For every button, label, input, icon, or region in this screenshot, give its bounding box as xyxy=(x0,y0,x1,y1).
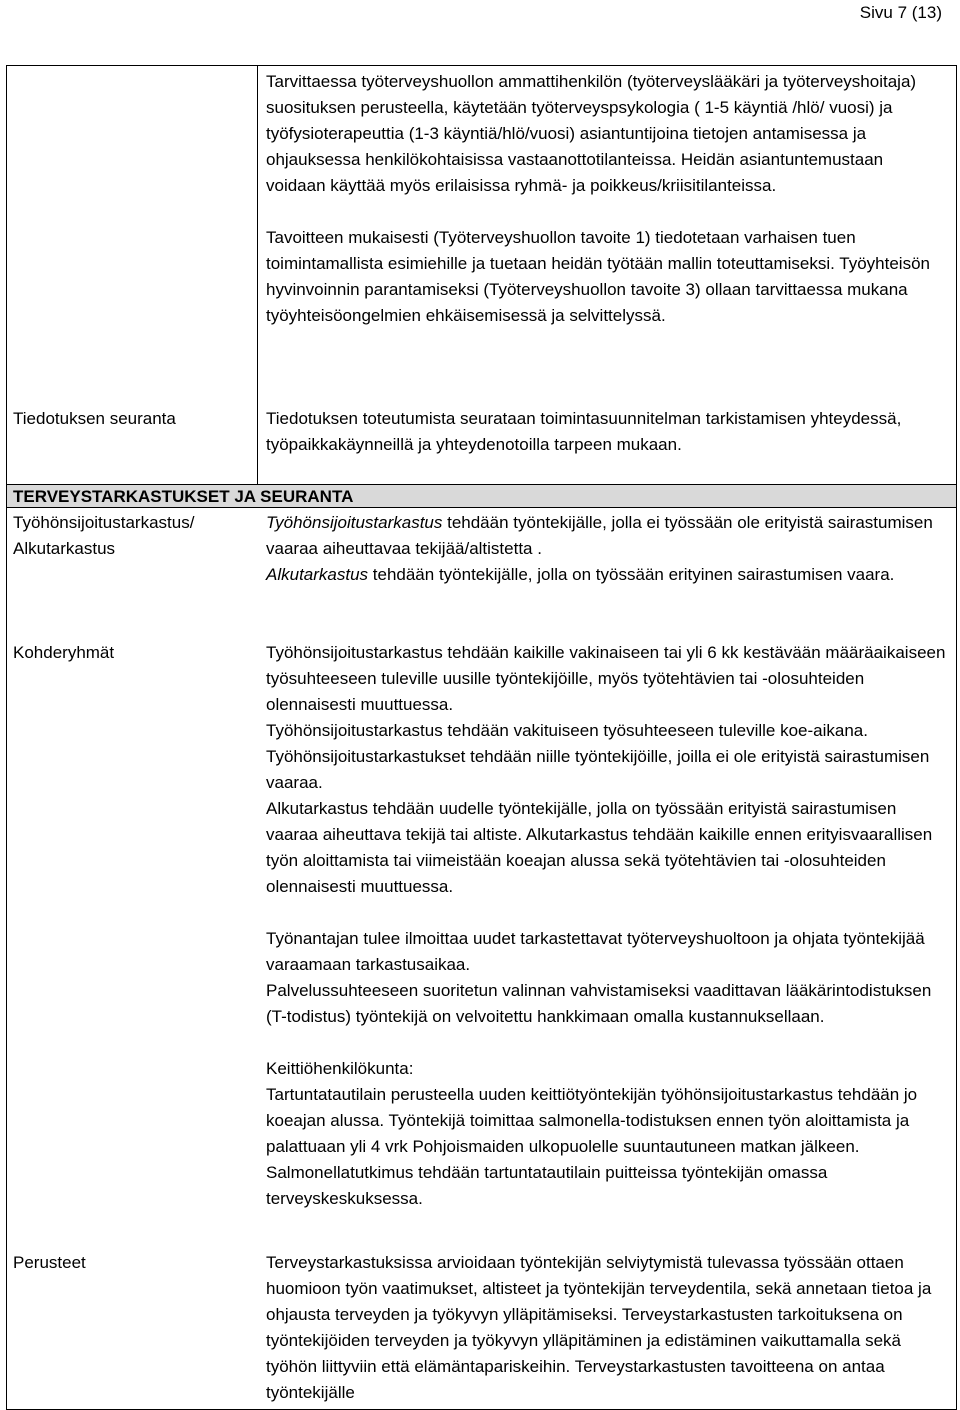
tarkastus-rest-2: tehdään työntekijälle, jolla on työssään erityinen sairastumisen vaara. xyxy=(368,565,895,584)
tarkastus-label-line1: Työhönsijoitustarkastus/ xyxy=(13,513,195,532)
tarkastus-rest-1: tehdään työntekijälle, jolla ei työssään ole erityistä sairastumisen vaaraa aiheuttavaa tekijää/altistetta . xyxy=(266,513,933,558)
section-header xyxy=(7,485,956,508)
document-table xyxy=(6,65,957,1410)
kohderyhmat-paragraph-2: Työhönsijoitustarkastus tehdään vakituiseen työsuhteeseen tuleville koe-aikana. Työhönsijoitustarkastukset tehdään niille työntekijöille, joilla ei ole erityistä sairastumisen vaaraa. xyxy=(266,721,930,792)
term-tyohonsijoitustarkastus: Työhönsijoitustarkastus xyxy=(266,513,443,532)
top-block xyxy=(266,69,946,329)
column-divider xyxy=(257,66,258,484)
kohderyhmat-label: Kohderyhmät xyxy=(13,643,115,662)
kohderyhmat-paragraph-5: Palvelussuhteeseen suoritetun valinnan vahvistamiseksi vaadittavan lääkärintodistuksen (T-todistus) työntekijä on velvoitettu hankkimaan omalla kustannuksellaan. xyxy=(266,981,932,1026)
page-number: Sivu 7 (13) xyxy=(859,3,942,22)
top-paragraph-2: Tavoitteen mukaisesti (Työterveyshuollon tavoite 1) tiedotetaan varhaisen tuen toimintamallista esimiehille ja tuetaan heidän työtään mallin toteuttamiseksi. Työyhteisön hyvinvoinnin parantamiseksi (Työterveyshuollon tavoite 3) ollaan tarvittaessa mukana työyhteisöongelmien ehkäisemisessä ja selvittelyssä. xyxy=(266,228,930,325)
kohderyhmat-paragraph-6: Keittiöhenkilökunta: xyxy=(266,1059,414,1078)
section-title: TERVEYSTARKASTUKSET JA SEURANTA xyxy=(13,487,354,506)
tiedotuksen-seuranta-label: Tiedotuksen seuranta xyxy=(13,409,176,428)
tarkastus-label-line2: Alkutarkastus xyxy=(13,539,116,558)
kohderyhmat-text xyxy=(266,640,946,1212)
top-paragraph-1: Tarvittaessa työterveyshuollon ammattihenkilön (työterveyslääkäri ja työterveyshoitaja) suosituksen perusteella, käytetään työterveyspsykologia ( 1-5 käyntiä /hlö/ vuosi) ja työfysioterapeuttia (1-3 käyntiä/hlö/vuosi) asiantuntijoina tietojen antamisessa ja ohjauksessa henkilökohtaisissa vastaanottotilanteissa. Heidän asiantuntemustaan voidaan käyttää myös erilaisissa ryhmä- ja poikkeus/kriisitilanteissa. xyxy=(266,72,917,195)
tarkastus-paragraph-1 xyxy=(266,510,946,562)
perusteet-label: Perusteet xyxy=(13,1253,86,1272)
kohderyhmat-paragraph-7: Tartuntatautilain perusteella uuden keittiötyöntekijän työhönsijoitustarkastus tehdään jo koeajan alussa. Työntekijä toimittaa salmonella-todistuksen ennen työn aloittamista ja palattuaan yli 4 vrk Pohjoismaiden ulkopuolelle suuntautuneen matkan jälkeen. Salmonellatutkimus tehdään tartuntatautilain puitteissa työntekijän omassa terveyskeskuksessa. xyxy=(266,1085,918,1208)
kohderyhmat-paragraph-3: Alkutarkastus tehdään uudelle työntekijälle, jolla on työssään erityistä sairastumisen vaaraa aiheuttava tekijä tai altiste. Alkutarkastus tehdään kaikille ennen erityisvaarallisen työn aloittamista tai viimeistään koeajan alussa sekä työtehtävien tai -olosuhteiden olennaisesti muuttuessa. xyxy=(266,799,933,896)
tarkastus-paragraph-2 xyxy=(266,562,946,588)
tiedotuksen-seuranta-text: Tiedotuksen toteutumista seurataan toimintasuunnitelman tarkistamisen yhteydessä, työpaikkakäynneillä ja yhteydenotoilla tarpeen mukaan. xyxy=(266,409,902,454)
tarkastus-text xyxy=(266,510,946,588)
kohderyhmat-paragraph-4: Työnantajan tulee ilmoittaa uudet tarkastettavat työterveyshuoltoon ja ohjata työntekijää varaamaan tarkastusaikaa. xyxy=(266,929,925,974)
perusteet-text: Terveystarkastuksissa arvioidaan työntekijän selviytymistä tulevassa työssään ottaen huomioon työn vaatimukset, altisteet ja työntekijän terveydentila, sekä annetaan tietoa ja ohjausta terveyden ja työkyvyn ylläpitämiseksi. Terveystarkastusten tarkoituksena on työntekijöiden terveyden ja työkyvyn ylläpitäminen ja edistäminen vaikuttamalla sekä työhön liittyviin että elämäntapariskeihin. Terveystarkastusten tavoitteena on antaa työntekijälle xyxy=(266,1253,932,1402)
term-alkutarkastus: Alkutarkastus xyxy=(266,565,369,584)
kohderyhmat-paragraph-1: Työhönsijoitustarkastus tehdään kaikille vakinaiseen tai yli 6 kk kestävään määräaikaiseen työsuhteeseen tuleville uusille työntekijöille, myös työtehtävien tai -olosuhteiden olennaisesti muuttuessa. xyxy=(266,643,946,714)
tarkastus-label xyxy=(13,510,194,562)
